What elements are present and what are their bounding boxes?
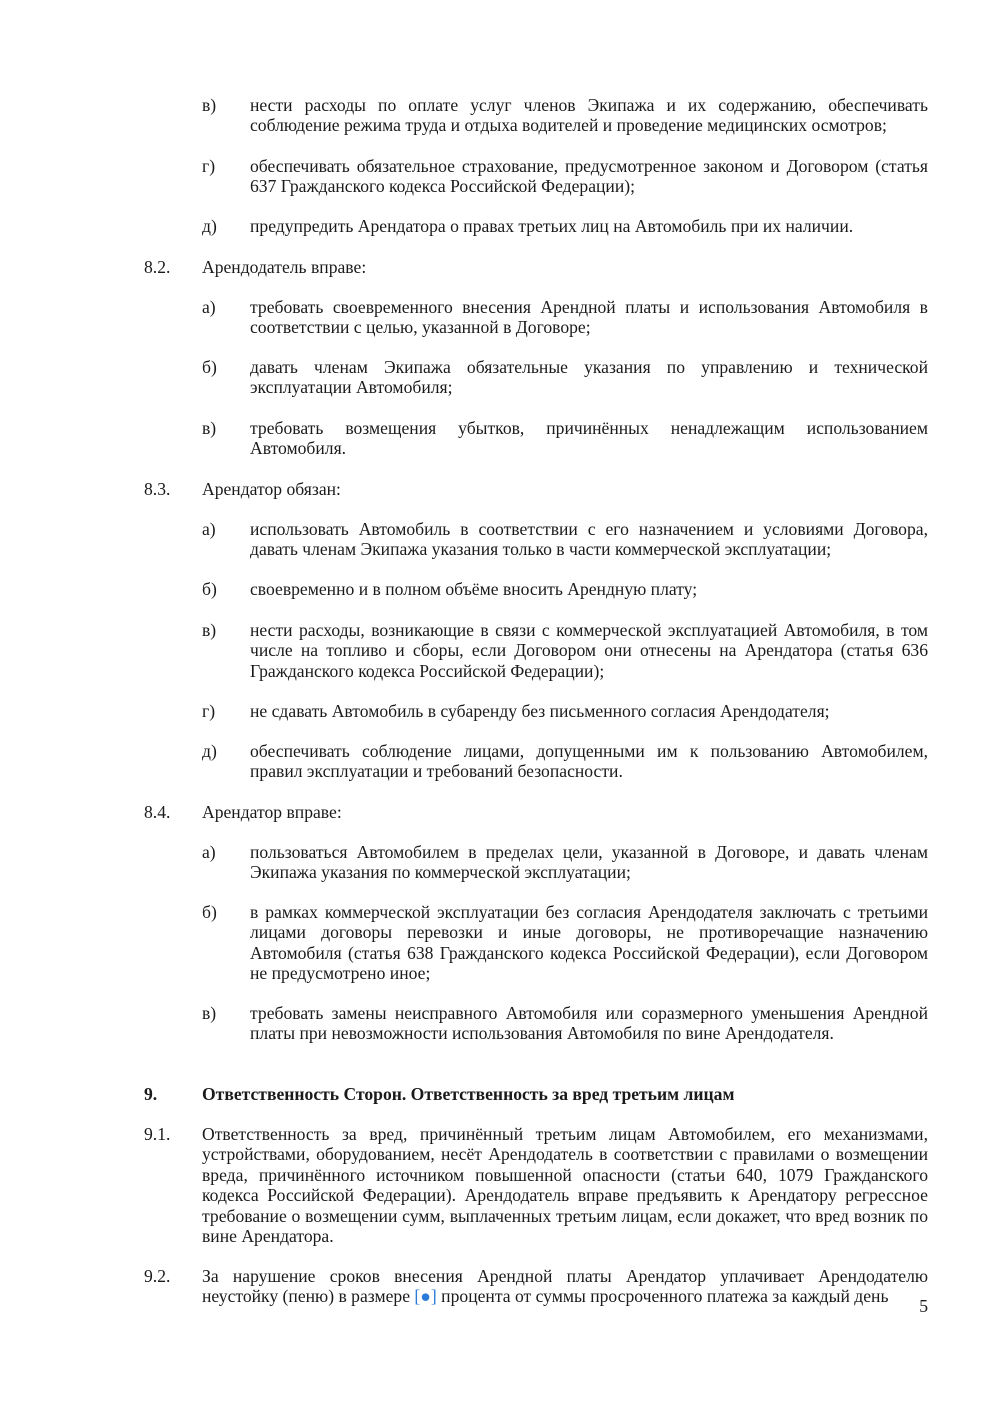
section-title: Ответственность Сторон. Ответственность за вред третьим лицам — [202, 1084, 735, 1104]
item-marker: в) — [202, 95, 217, 115]
item-text: нести расходы, возникающие в связи с коммерческой эксплуатацией Автомобиля, в том числе на топливо и сборы, если Договором они отнесены на Арендатора (статья 636 Гражданского кодекса Российской Федерации); — [250, 620, 928, 681]
item-text: давать членам Экипажа обязательные указания по управлению и технической эксплуатации Автомобиля; — [250, 357, 928, 398]
clause-number: 8.4. — [144, 802, 171, 822]
item-text: использовать Автомобиль в соответствии с его назначением и условиями Договора, давать членам Экипажа указания только в части коммерческой эксплуатации; — [250, 519, 928, 560]
item-marker: б) — [202, 579, 217, 599]
item-marker: б) — [202, 902, 217, 922]
clause-9-2 — [144, 1266, 928, 1307]
clause-number: 8.2. — [144, 257, 171, 277]
clause-text: Ответственность за вред, причинённый третьим лицам Автомобилем, его механизмами, устройствами, оборудованием, несёт Арендодатель в соответствии с правилами о возмещении вреда, причинённого источником повышенной опасности (статьи 640, 1079 Гражданского кодекса Российской Федерации). Арендодатель вправе предъявить к Арендатору регрессное требование о возмещении сумм, выплаченных третьим лицам, если докажет, что вред возник по вине Арендатора. — [202, 1124, 928, 1247]
list-item — [202, 620, 928, 681]
list-item — [202, 741, 928, 782]
list-item — [202, 519, 928, 560]
item-marker: г) — [202, 701, 216, 721]
list-item — [202, 701, 928, 721]
item-text: не сдавать Автомобиль в субаренду без письменного согласия Арендодателя; — [250, 701, 830, 721]
clause-8-4 — [144, 802, 928, 822]
item-text: требовать своевременного внесения Арендной платы и использования Автомобиля в соответствии с целью, указанной в Договоре; — [250, 297, 928, 338]
clause-9-1 — [144, 1124, 928, 1246]
item-text: требовать замены неисправного Автомобиля или соразмерного уменьшения Арендной платы при невозможности использования Автомобиля по вине Арендодателя. — [250, 1003, 928, 1044]
item-marker: д) — [202, 216, 217, 236]
clause-number: 8.3. — [144, 479, 171, 499]
item-marker: в) — [202, 620, 217, 640]
clause-text: Арендатор обязан: — [202, 479, 341, 499]
list-item — [202, 418, 928, 459]
item-text: своевременно и в полном объёме вносить Арендную плату; — [250, 579, 698, 599]
list-item — [202, 297, 928, 338]
clause-number: 9.1. — [144, 1124, 171, 1144]
clause-text — [202, 1266, 928, 1307]
item-marker: в) — [202, 1003, 217, 1023]
clause-number: 9.2. — [144, 1266, 171, 1286]
item-text: нести расходы по оплате услуг членов Экипажа и их содержанию, обеспечивать соблюдение режима труда и отдыха водителей и проведение медицинских осмотров; — [250, 95, 928, 136]
item-marker: а) — [202, 842, 216, 862]
clause-8-3 — [144, 479, 928, 499]
list-item — [202, 902, 928, 984]
clause-8-2 — [144, 257, 928, 277]
item-marker: а) — [202, 519, 216, 539]
item-marker: д) — [202, 741, 217, 761]
blank-placeholder[interactable]: [●] — [414, 1286, 437, 1307]
item-marker: а) — [202, 297, 216, 317]
list-item — [202, 95, 928, 136]
item-marker: б) — [202, 357, 217, 377]
item-text: в рамках коммерческой эксплуатации без согласия Арендодателя заключать с третьими лицами договоры перевозки и иные договоры, не противоречащие назначению Автомобиля (статья 638 Гражданского кодекса Российской Федерации), если Договором не предусмотрено иное; — [250, 902, 928, 984]
item-text: пользоваться Автомобилем в пределах цели, указанной в Договоре, и давать членам Экипажа указания по коммерческой эксплуатации; — [250, 842, 928, 883]
list-item — [202, 216, 928, 236]
clause-text-end: процента от суммы просроченного платежа за каждый день — [436, 1286, 889, 1307]
clause-text: Арендатор вправе: — [202, 802, 342, 822]
item-marker: в) — [202, 418, 217, 438]
clause-text: Арендодатель вправе: — [202, 257, 367, 277]
list-item — [202, 357, 928, 398]
clause-text-start: За нарушение сроков внесения Арендной платы Арендатор уплачивает Арендодателю неустойку (пеню) в размере — [202, 1266, 928, 1307]
section-heading — [144, 1084, 928, 1104]
list-item — [202, 156, 928, 197]
list-item — [202, 842, 928, 883]
item-text: предупредить Арендатора о правах третьих лиц на Автомобиль при их наличии. — [250, 216, 854, 236]
item-text: обеспечивать соблюдение лицами, допущенными им к пользованию Автомобилем, правил эксплуатации и требований безопасности. — [250, 741, 928, 782]
item-text: обеспечивать обязательное страхование, предусмотренное законом и Договором (статья 637 Гражданского кодекса Российской Федерации); — [250, 156, 928, 197]
section-number: 9. — [144, 1084, 158, 1104]
page-number: 5 — [919, 1296, 928, 1316]
list-item — [202, 579, 928, 599]
list-item — [202, 1003, 928, 1044]
item-marker: г) — [202, 156, 216, 176]
item-text: требовать возмещения убытков, причинённых ненадлежащим использованием Автомобиля. — [250, 418, 928, 459]
